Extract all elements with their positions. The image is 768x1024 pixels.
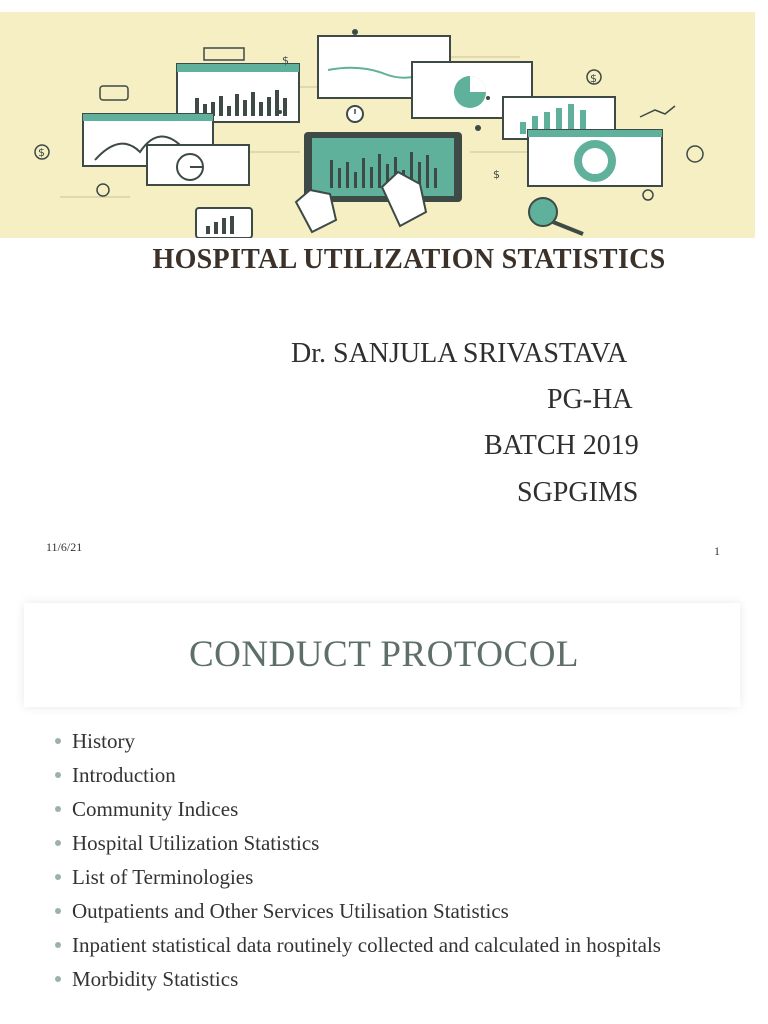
list-item-text: Hospital Utilization Statistics	[72, 831, 320, 855]
slide-date: 11/6/21	[46, 540, 83, 554]
list-item	[54, 864, 734, 891]
svg-text:$: $	[493, 168, 500, 181]
author-institute: SGPGIMS	[517, 477, 639, 508]
list-item	[54, 830, 734, 857]
bullet-icon	[55, 976, 61, 982]
list-item-text: Community Indices	[72, 797, 239, 821]
list-item-text: Outpatients and Other Services Utilisation Statistics	[72, 899, 509, 923]
bullet-icon	[55, 738, 61, 744]
data-analytics-illustration-icon	[0, 12, 755, 238]
list-item-text: Inpatient statistical data routinely collected and calculated in hospitals	[72, 933, 661, 957]
author-name: Dr. SANJULA SRIVASTAVA	[291, 338, 628, 369]
slide-page-number: 1	[714, 544, 720, 558]
author-batch: BATCH 2019	[484, 430, 639, 461]
list-item	[54, 728, 734, 755]
list-item-text: List of Terminologies	[72, 865, 254, 889]
list-item-text: Morbidity Statistics	[72, 967, 239, 991]
bullet-icon	[55, 840, 61, 846]
slide-title: HOSPITAL UTILIZATION STATISTICS	[152, 244, 666, 275]
svg-text:$: $	[282, 54, 289, 67]
author-program: PG-HA	[547, 384, 633, 415]
list-item	[54, 796, 734, 823]
svg-text:$: $	[38, 146, 45, 159]
list-item	[54, 932, 734, 959]
list-item-text: History	[72, 729, 135, 753]
bullet-icon	[55, 942, 61, 948]
banner-illustration	[0, 12, 755, 238]
svg-text:$: $	[590, 72, 597, 85]
slide-heading: CONDUCT PROTOCOL	[188, 634, 580, 675]
list-item	[54, 762, 734, 789]
bullet-icon	[55, 772, 61, 778]
list-item-text: Introduction	[72, 763, 176, 787]
bullet-icon	[55, 908, 61, 914]
list-item	[54, 898, 734, 925]
bullet-icon	[55, 806, 61, 812]
bullet-icon	[55, 874, 61, 880]
agenda-list	[54, 728, 734, 1000]
agenda-slide	[0, 575, 768, 1024]
list-item	[54, 966, 734, 993]
